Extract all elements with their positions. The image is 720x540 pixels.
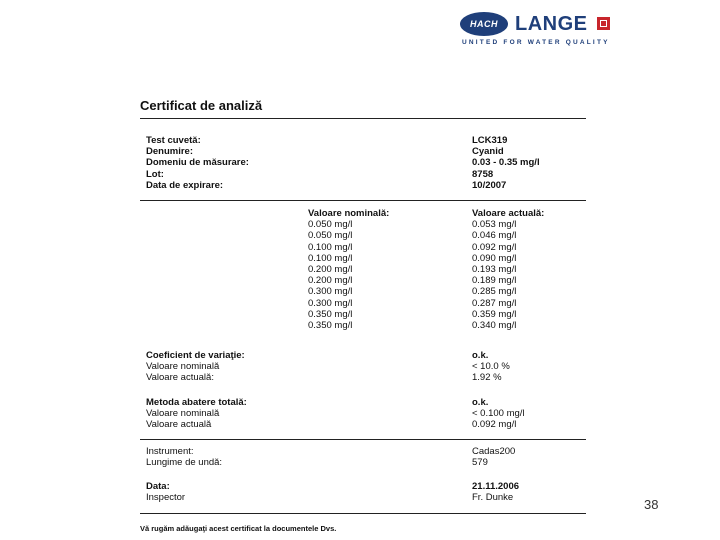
total-error-label: Valoare nominală — [146, 408, 220, 420]
nominal-value: 0.350 mg/l — [308, 308, 353, 320]
info-value: 10/2007 — [472, 179, 507, 191]
instrument-value: 579 — [472, 457, 488, 469]
info-values — [472, 135, 540, 191]
page-number: 38 — [644, 497, 659, 512]
actual-value: 0.285 mg/l — [472, 286, 517, 298]
actual-header: Valoare actuală: — [472, 208, 545, 219]
instrument-label: Lungime de undă: — [146, 457, 223, 469]
actual-value: 0.193 mg/l — [472, 264, 517, 276]
info-label: Lot: — [146, 168, 164, 180]
variation-label: Coeficient de variaţie: — [146, 350, 245, 361]
lange-logo-text: LANGE — [515, 13, 588, 35]
total-error-value: o.k. — [472, 397, 489, 408]
variation-label: Valoare actuală: — [146, 372, 214, 384]
nominal-value: 0.300 mg/l — [308, 297, 353, 309]
info-label: Data de expirare: — [146, 179, 224, 191]
variation-value: o.k. — [472, 350, 489, 361]
info-label: Domeniu de măsurare: — [146, 157, 249, 169]
total-error-label: Valoare actuală — [146, 419, 212, 431]
instrument-values — [472, 446, 515, 468]
hach-lange-logo — [460, 12, 612, 48]
variation-labels — [146, 350, 245, 384]
instrument-label: Instrument: — [146, 446, 194, 457]
actual-value: 0.189 mg/l — [472, 275, 517, 287]
variation-label: Valoare nominală — [146, 361, 220, 373]
divider — [140, 118, 586, 119]
info-label: Test cuvetă: — [146, 135, 201, 146]
divider — [140, 200, 586, 201]
variation-value: < 10.0 % — [472, 361, 510, 373]
signoff-values — [472, 481, 519, 503]
nominal-value: 0.300 mg/l — [308, 286, 353, 298]
total-error-value: 0.092 mg/l — [472, 419, 517, 431]
hach-logo: HACH — [460, 12, 508, 36]
divider — [140, 513, 586, 514]
nominal-value: 0.100 mg/l — [308, 241, 353, 253]
divider — [140, 439, 586, 440]
variation-values — [472, 350, 510, 384]
signoff-value: 21.11.2006 — [472, 481, 520, 492]
certificate-title: Certificat de analiză — [140, 98, 263, 113]
actual-value: 0.359 mg/l — [472, 308, 517, 320]
logo-tagline: UNITED FOR WATER QUALITY — [462, 39, 610, 46]
actual-value: 0.090 mg/l — [472, 252, 517, 264]
info-value: LCK319 — [472, 135, 508, 146]
actual-value: 0.340 mg/l — [472, 320, 517, 332]
signoff-value: Fr. Dunke — [472, 492, 514, 504]
nominal-value: 0.050 mg/l — [308, 230, 353, 242]
total-error-value: < 0.100 mg/l — [472, 408, 525, 420]
variation-value: 1.92 % — [472, 372, 502, 384]
total-error-label: Metoda abatere totală: — [146, 397, 247, 408]
actual-column — [472, 208, 544, 331]
nominal-value: 0.200 mg/l — [308, 264, 353, 276]
info-label: Denumire: — [146, 146, 193, 158]
instrument-labels — [146, 446, 222, 468]
actual-value: 0.287 mg/l — [472, 297, 517, 309]
instrument-value: Cadas200 — [472, 446, 516, 457]
lange-mark-icon — [597, 17, 610, 30]
nominal-value: 0.350 mg/l — [308, 320, 353, 332]
nominal-value: 0.100 mg/l — [308, 252, 353, 264]
nominal-header: Valoare nominală: — [308, 208, 390, 219]
total-error-labels — [146, 397, 247, 431]
nominal-value: 0.050 mg/l — [308, 219, 353, 231]
signoff-label: Inspector — [146, 492, 186, 504]
signoff-label: Data: — [146, 481, 170, 492]
actual-value: 0.092 mg/l — [472, 241, 517, 253]
nominal-value: 0.200 mg/l — [308, 275, 353, 287]
info-labels — [146, 135, 249, 191]
actual-value: 0.046 mg/l — [472, 230, 517, 242]
nominal-column — [308, 208, 389, 331]
actual-value: 0.053 mg/l — [472, 219, 517, 231]
signoff-labels — [146, 481, 185, 503]
info-value: Cyanid — [472, 146, 504, 158]
info-value: 0.03 - 0.35 mg/l — [472, 157, 540, 169]
info-value: 8758 — [472, 168, 494, 180]
total-error-values — [472, 397, 525, 431]
footer-note: Vă rugăm adăugaţi acest certificat la documentele Dvs. — [140, 524, 337, 533]
